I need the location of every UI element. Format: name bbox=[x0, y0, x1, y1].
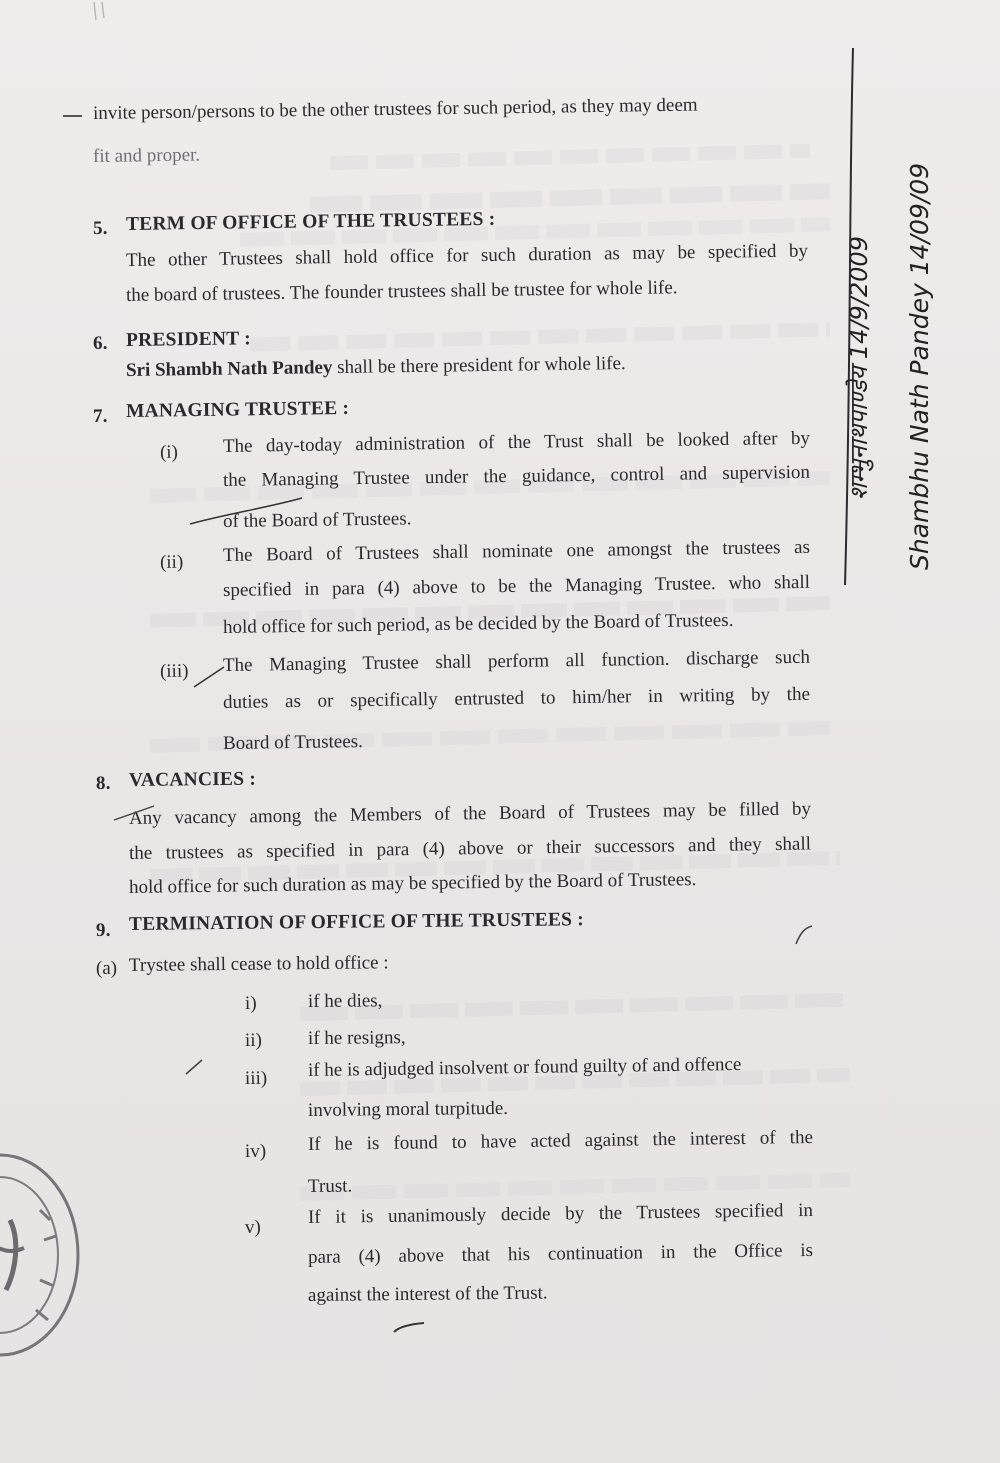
pen-mark bbox=[186, 490, 306, 530]
pen-mark bbox=[110, 800, 160, 830]
bleed-through bbox=[300, 1173, 850, 1201]
pen-mark bbox=[60, 108, 90, 122]
section-heading-managing-trustee: MANAGING TRUSTEE : bbox=[125, 397, 350, 422]
termination-iv-line-1: If he is found to have acted against the interest of the bbox=[307, 1126, 814, 1155]
section-heading-termination: TERMINATION OF OFFICE OF THE TRUSTEES : bbox=[128, 909, 585, 935]
item-label: i) bbox=[244, 992, 257, 1014]
item-label: (i) bbox=[159, 441, 179, 463]
item-label: ii) bbox=[244, 1029, 262, 1051]
managing-trustee-ii-line-2: specified in para (4) above to be the Managing Trustee. who shall bbox=[222, 571, 811, 601]
termination-i: if he dies, bbox=[307, 990, 383, 1012]
section-heading-president: PRESIDENT : bbox=[125, 328, 251, 351]
managing-trustee-iii-line-3: Board of Trustees. bbox=[222, 731, 364, 754]
termination-v-line-2: para (4) above that his continuation in the Office is bbox=[307, 1239, 814, 1268]
termination-iii-line-2: involving moral turpitude. bbox=[307, 1097, 509, 1121]
president-rest: shall be there president for whole life. bbox=[332, 353, 626, 379]
intro-line-2: fit and proper. bbox=[92, 144, 201, 167]
termination-iv-line-2: Trust. bbox=[307, 1175, 353, 1197]
bleed-through bbox=[310, 183, 830, 213]
pen-mark bbox=[390, 1318, 430, 1338]
margin-bracket-line bbox=[835, 40, 865, 600]
section-number: 8. bbox=[95, 772, 111, 794]
termination-v-line-3: against the interest of the Trust. bbox=[307, 1282, 548, 1306]
president-name: Sri Shambh Nath Pandey bbox=[125, 357, 333, 381]
managing-trustee-i-line-3: of the Board of Trustees. bbox=[222, 508, 412, 532]
section-number: 5. bbox=[92, 217, 108, 239]
president-text bbox=[126, 353, 626, 382]
termination-v-line-1: If it is unanimously decide by the Trustees specified in bbox=[307, 1199, 814, 1228]
managing-trustee-i-line-2: the Managing Trustee under the guidance, control and supervision bbox=[222, 461, 811, 491]
margin-signature-english: Shambhu Nath Pandey 14/09/09 bbox=[905, 162, 934, 570]
item-label: iv) bbox=[244, 1140, 267, 1162]
stamp-seal bbox=[0, 1150, 80, 1360]
item-label: iii) bbox=[244, 1067, 268, 1089]
termination-intro: Trystee shall cease to hold office : bbox=[128, 952, 389, 976]
section-number: 6. bbox=[92, 332, 108, 354]
term-of-office-line-1: The other Trustees shall hold office for such duration as may be specified by bbox=[125, 240, 809, 271]
managing-trustee-i-line-1: The day-today administration of the Trust shall be looked after by bbox=[222, 427, 811, 457]
pen-mark bbox=[190, 663, 230, 693]
termination-ii: if he resigns, bbox=[307, 1027, 406, 1049]
bleed-through bbox=[250, 322, 830, 351]
managing-trustee-iii-line-2: duties as or specifically entrusted to him/her in writing by the bbox=[222, 683, 811, 713]
termination-iii-line-1: if he is adjudged insolvent or found guilty of and offence bbox=[307, 1053, 742, 1081]
item-label: (ii) bbox=[159, 551, 184, 573]
pen-mark bbox=[180, 1056, 210, 1080]
managing-trustee-ii-line-3: hold office for such period, as be decided by the Board of Trustees. bbox=[222, 609, 734, 638]
section-number: 9. bbox=[95, 919, 111, 941]
item-label: v) bbox=[244, 1216, 261, 1238]
vacancies-line-3: hold office for such duration as may be specified by the Board of Trustees. bbox=[128, 869, 697, 898]
vacancies-line-2: the trustees as specified in para (4) above or their successors and they shall bbox=[128, 833, 812, 864]
section-heading-vacancies: VACANCIES : bbox=[128, 768, 257, 791]
bleed-through bbox=[330, 144, 810, 171]
managing-trustee-iii-line-1: The Managing Trustee shall perform all function. discharge such bbox=[222, 646, 811, 676]
corner-mark bbox=[88, 0, 118, 24]
vacancies-line-1: Any vacancy among the Members of the Board of Trustees may be filled by bbox=[128, 798, 812, 829]
pen-mark bbox=[790, 920, 820, 950]
margin-signature-hindi: शम्भुनाथपाण्डेय 14/9/2009 bbox=[845, 236, 873, 500]
term-of-office-line-2: the board of trustees. The founder trustees shall be trustee for whole life. bbox=[125, 277, 678, 306]
sub-clause-label: (a) bbox=[95, 957, 118, 979]
section-number: 7. bbox=[92, 405, 108, 427]
item-label: (iii) bbox=[159, 660, 189, 682]
managing-trustee-ii-line-1: The Board of Trustees shall nominate one amongst the trustees as bbox=[222, 536, 811, 566]
section-heading-term-of-office: TERM OF OFFICE OF THE TRUSTEES : bbox=[125, 208, 496, 235]
intro-line-1: invite person/persons to be the other trustees for such period, as they may deem bbox=[92, 94, 698, 124]
